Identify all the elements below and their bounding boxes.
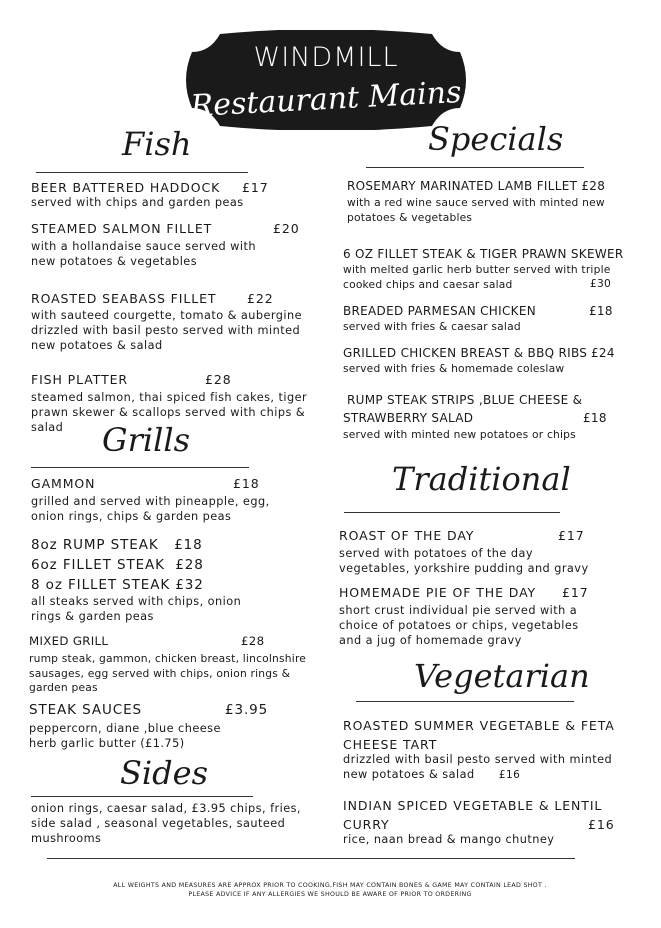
desc-line: with a red wine sauce served with minted new xyxy=(347,196,605,209)
item-description: served with chips and garden peas xyxy=(31,196,244,209)
item-description xyxy=(29,721,221,751)
fish-divider xyxy=(36,172,248,173)
item-description xyxy=(31,494,270,524)
menu-item-seabass xyxy=(31,291,274,307)
menu-item-pie-of-the-day xyxy=(339,585,589,601)
desc-text: new potatoes & salad xyxy=(343,768,475,781)
item-name: INDIAN SPICED VEGETABLE & LENTIL xyxy=(343,798,603,813)
desc-line: sausages, egg served with chips, onion rings & xyxy=(29,666,291,680)
item-description xyxy=(343,263,611,292)
menu-item-parmesan-chicken xyxy=(343,303,613,319)
item-price: £30 xyxy=(590,277,611,290)
item-name: 6 OZ FILLET STEAK & TIGER PRAWN SKEWER xyxy=(343,247,624,261)
item-price: £28 xyxy=(241,634,265,648)
item-description: served with minted new potatoes or chips xyxy=(343,428,576,441)
sides-description xyxy=(31,801,301,846)
item-price: £32 xyxy=(175,577,204,593)
desc-line: all steaks served with chips, onion xyxy=(31,595,242,608)
desc-line: side salad , seasonal vegetables, sauteed xyxy=(31,817,286,830)
item-description xyxy=(31,594,241,624)
item-price: £17 xyxy=(562,585,589,600)
allergy-notice xyxy=(60,881,600,899)
desc-line: peppercorn, diane ,blue cheese xyxy=(29,722,221,735)
item-description: rice, naan bread & mango chutney xyxy=(343,833,555,846)
item-price: £3.95 xyxy=(225,702,269,718)
menu-item-rump-strips-line2 xyxy=(343,410,607,426)
vegetarian-divider xyxy=(356,701,574,702)
item-price: £17 xyxy=(558,528,585,543)
item-name: CURRY xyxy=(343,817,390,832)
item-name: ROAST OF THE DAY xyxy=(339,528,475,543)
steak-fillet-8oz xyxy=(31,575,204,595)
menu-item-mixed-grill xyxy=(29,633,265,649)
item-description xyxy=(339,546,589,576)
item-price: £18 xyxy=(174,537,203,553)
desc-line: rump steak, gammon, chicken breast, lincolnshire xyxy=(29,652,307,665)
menu-item-haddock xyxy=(31,180,269,196)
item-description: served with fries & caesar salad xyxy=(343,320,521,333)
item-name: RUMP STEAK STRIPS ,BLUE CHEESE & xyxy=(347,393,583,407)
item-price: £20 xyxy=(273,221,300,236)
desc-line: salad xyxy=(31,421,64,434)
steak-rump xyxy=(31,535,204,555)
item-name: ROSEMARY MARINATED LAMB FILLET xyxy=(347,179,578,193)
item-price: £28 xyxy=(581,179,606,193)
grills-divider xyxy=(31,467,249,468)
desc-line xyxy=(343,767,612,783)
desc-line: with sauteed courgette, tomato & aubergine xyxy=(31,309,303,322)
item-price: £18 xyxy=(583,411,607,425)
menu-item-steak-prawn-skewer xyxy=(343,246,624,262)
item-name: GAMMON xyxy=(31,476,96,491)
item-name: BEER BATTERED HADDOCK xyxy=(31,180,221,195)
desc-line: short crust individual pie served with a xyxy=(339,604,578,617)
menu-item-fish-platter xyxy=(31,372,232,388)
section-heading-grills: Grills xyxy=(102,421,190,459)
specials-divider xyxy=(366,167,584,168)
desc-line: mushrooms xyxy=(31,832,102,845)
item-price: £16 xyxy=(588,817,615,832)
item-price: £28 xyxy=(205,372,232,387)
desc-line: rings & garden peas xyxy=(31,610,154,623)
desc-line: herb garlic butter (£1.75) xyxy=(29,737,185,750)
item-price: £22 xyxy=(247,291,274,306)
steak-fillet-6oz xyxy=(31,555,204,575)
desc-line: onion rings, caesar salad, £3.95 chips, fries, xyxy=(31,802,301,815)
menu-item-rump-strips xyxy=(347,392,582,408)
traditional-divider xyxy=(344,512,560,513)
item-name: FISH PLATTER xyxy=(31,372,128,387)
item-description xyxy=(31,239,256,269)
menu-item-chicken-bbq-ribs xyxy=(343,345,615,361)
restaurant-logo xyxy=(180,30,472,130)
item-description xyxy=(339,603,579,648)
desc-line: choice of potatoes or chips, vegetables xyxy=(339,619,579,632)
item-description xyxy=(31,308,302,353)
desc-line: steamed salmon, thai spiced fish cakes, tiger xyxy=(31,391,308,404)
section-heading-sides: Sides xyxy=(120,754,208,792)
section-heading-specials: Specials xyxy=(428,120,564,158)
item-price: £24 xyxy=(591,346,615,360)
section-heading-fish: Fish xyxy=(122,125,192,163)
item-description xyxy=(347,196,605,225)
menu-subtitle: Restaurant Mains xyxy=(189,74,463,125)
desc-line: with melted garlic herb butter served with triple xyxy=(343,263,611,276)
item-price: £28 xyxy=(175,557,204,573)
item-name: HOMEMADE PIE OF THE DAY xyxy=(339,585,537,600)
menu-item-roast-of-the-day xyxy=(339,528,585,544)
item-name: ROASTED SEABASS FILLET xyxy=(31,291,217,306)
desc-line: prawn skewer & scallops served with chips & xyxy=(31,406,306,419)
item-description xyxy=(29,652,306,696)
item-name: CHEESE TART xyxy=(343,737,438,752)
desc-line: with a hollandaise sauce served with xyxy=(31,240,256,253)
item-name: BREADED PARMESAN CHICKEN xyxy=(343,304,536,318)
item-price: £18 xyxy=(589,304,613,318)
menu-item-lentil-curry xyxy=(343,796,615,834)
item-price: £18 xyxy=(233,476,260,491)
desc-line: new potatoes & salad xyxy=(31,339,163,352)
section-heading-traditional: Traditional xyxy=(392,460,571,498)
item-name: 6oz FILLET STEAK xyxy=(31,557,165,573)
sides-divider xyxy=(31,796,253,797)
item-price: £17 xyxy=(242,180,269,195)
desc-line: cooked chips and caesar salad xyxy=(343,277,513,291)
desc-line: new potatoes & vegetables xyxy=(31,255,198,268)
menu-item-steak-sauces xyxy=(29,702,269,718)
menu-item-salmon xyxy=(31,221,300,237)
menu-item-gammon xyxy=(31,476,260,492)
desc-line: drizzled with basil pesto served with minted xyxy=(31,324,301,337)
item-name: STEAK SAUCES xyxy=(29,702,142,718)
desc-line: potatoes & vegetables xyxy=(347,210,473,224)
footer-divider xyxy=(47,858,575,859)
menu-item-steaks xyxy=(31,535,204,595)
section-heading-vegetarian: Vegetarian xyxy=(414,657,590,695)
item-description: served with fries & homemade coleslaw xyxy=(343,362,565,375)
desc-line: garden peas xyxy=(29,681,98,694)
item-description xyxy=(343,752,612,783)
item-price: £16 xyxy=(498,769,521,781)
desc-line: vegetables, yorkshire pudding and gravy xyxy=(339,562,589,575)
menu-item-vegetable-feta-tart xyxy=(343,716,615,754)
item-name: 8oz RUMP STEAK xyxy=(31,537,159,553)
item-name: STRAWBERRY SALAD xyxy=(343,411,474,425)
desc-line: onion rings, chips & garden peas xyxy=(31,510,232,523)
desc-line: and a jug of homemade gravy xyxy=(339,634,522,647)
item-name: ROASTED SUMMER VEGETABLE & FETA xyxy=(343,718,615,733)
notice-line: PLEASE ADVICE IF ANY ALLERGIES WE SHOULD BE AWARE OF PRIOR TO ORDERING xyxy=(188,891,472,898)
desc-line: grilled and served with pineapple, egg, xyxy=(31,495,270,508)
item-name: MIXED GRILL xyxy=(29,634,109,648)
menu-item-lamb xyxy=(347,178,605,194)
brand-name: WINDMILL xyxy=(253,42,399,73)
desc-line: served with potatoes of the day xyxy=(339,547,533,560)
item-name: GRILLED CHICKEN BREAST & BBQ RIBS xyxy=(343,346,588,360)
desc-line: drizzled with basil pesto served with minted xyxy=(343,753,613,766)
item-name: STEAMED SALMON FILLET xyxy=(31,221,213,236)
notice-line: ALL WEIGHTS AND MEASURES ARE APPROX PRIOR TO COOKING,FISH MAY CONTAIN BONES & GAME MAY CONTAIN LEAD SHOT . xyxy=(113,882,547,889)
item-name: 8 oz FILLET STEAK xyxy=(31,577,171,593)
